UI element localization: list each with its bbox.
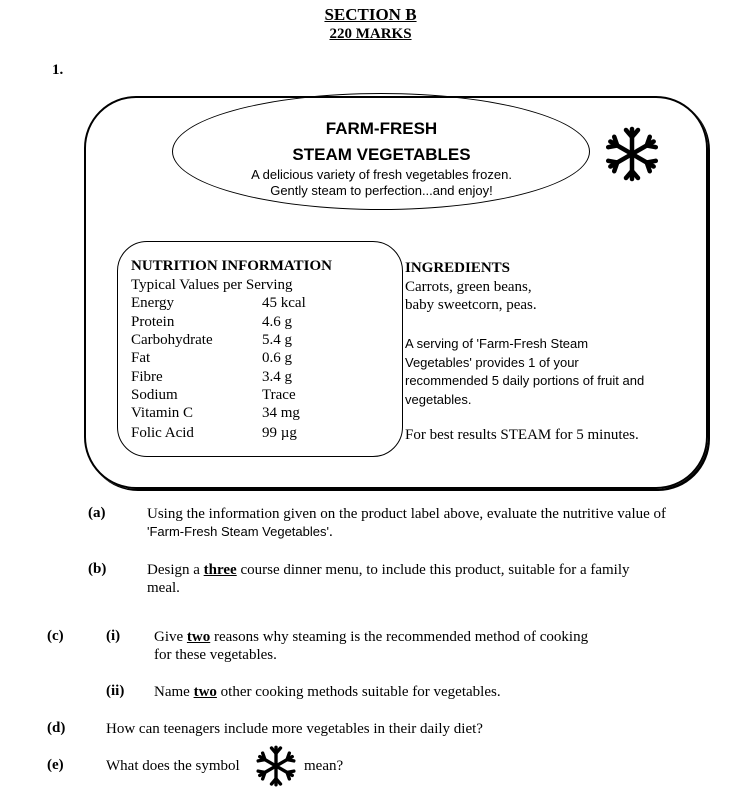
question-c-ii-emphasis: two: [193, 684, 217, 700]
nutrient-name: Vitamin C: [131, 405, 194, 421]
question-e-post: mean?: [304, 758, 344, 774]
nutrient-value: Trace: [262, 387, 296, 403]
section-title: SECTION B: [324, 5, 417, 24]
question-e-label: (e): [47, 757, 64, 773]
nutrient-value: 4.6 g: [262, 314, 292, 330]
question-d-label: (d): [47, 720, 66, 736]
question-c-ii-line: [154, 683, 501, 701]
nutrition-subheading: Typical Values per Serving: [131, 277, 293, 293]
ingredients-line1: Carrots, green beans,: [405, 279, 532, 295]
question-e-pre: What does the symbol: [106, 758, 240, 774]
nutrient-value: 34 mg: [262, 405, 300, 421]
nutrient-name: Folic Acid: [131, 425, 194, 441]
question-c-ii-pre: Name: [154, 684, 190, 700]
steam-instruction: For best results STEAM for 5 minutes.: [405, 427, 639, 443]
nutrient-value: 0.6 g: [262, 350, 292, 366]
question-c-i-line2: for these vegetables.: [154, 647, 277, 663]
question-c-ii-label: (ii): [106, 683, 125, 699]
question-b-post: course dinner menu, to include this product, suitable for a family: [240, 562, 630, 578]
nutrient-name: Sodium: [131, 387, 178, 403]
nutrient-value: 45 kcal: [262, 295, 306, 311]
question-a-label: (a): [88, 505, 106, 521]
question-number: 1.: [52, 62, 64, 78]
section-marks: 220 MARKS: [329, 26, 412, 42]
snowflake-icon: [255, 745, 297, 787]
product-name-line2: STEAM VEGETABLES: [292, 145, 471, 164]
serving-note: A serving of 'Farm-Fresh Steam Vegetables' provides 1 of your recommended 5 daily portions of fruit and vegetables.: [405, 336, 645, 407]
nutrient-name: Fibre: [131, 369, 163, 385]
question-c-label: (c): [47, 628, 64, 644]
nutrient-value: 3.4 g: [262, 369, 292, 385]
ingredients-heading: INGREDIENTS: [405, 260, 511, 276]
question-a-line2: [147, 523, 333, 541]
nutrient-name: Energy: [131, 295, 175, 311]
nutrient-value: 99 µg: [262, 425, 297, 441]
nutrition-heading: NUTRITION INFORMATION: [131, 258, 332, 274]
question-b-pre: Design a: [147, 562, 200, 578]
question-c-i-label: (i): [106, 628, 121, 644]
question-d-text: How can teenagers include more vegetables in their daily diet?: [106, 721, 483, 737]
question-c-i-post: reasons why steaming is the recommended method of cooking: [214, 629, 589, 645]
product-reference: 'Farm-Fresh Steam Vegetables': [147, 524, 329, 539]
question-b-line2: meal.: [147, 580, 180, 596]
question-c-ii-post: other cooking methods suitable for vegetables.: [220, 684, 501, 700]
tagline-line1: A delicious variety of fresh vegetables frozen.: [251, 167, 512, 182]
product-name-line1: FARM-FRESH: [325, 119, 438, 138]
question-c-i-line1: [154, 628, 588, 646]
nutrient-name: Fat: [131, 350, 151, 366]
nutrient-value: 5.4 g: [262, 332, 292, 348]
question-a-end: .: [328, 524, 333, 540]
nutrient-name: Carbohydrate: [131, 332, 213, 348]
tagline-line2: Gently steam to perfection...and enjoy!: [270, 183, 493, 198]
question-b-line1: [147, 561, 630, 579]
question-c-i-pre: Give: [154, 629, 184, 645]
question-b-emphasis: three: [203, 562, 237, 578]
question-a-line1: Using the information given on the product label above, evaluate the nutritive value of: [147, 506, 667, 522]
ingredients-line2: baby sweetcorn, peas.: [405, 297, 537, 313]
nutrient-name: Protein: [131, 314, 175, 330]
snowflake-icon: [604, 126, 660, 182]
question-b-label: (b): [88, 561, 107, 577]
question-c-i-emphasis: two: [186, 629, 211, 645]
